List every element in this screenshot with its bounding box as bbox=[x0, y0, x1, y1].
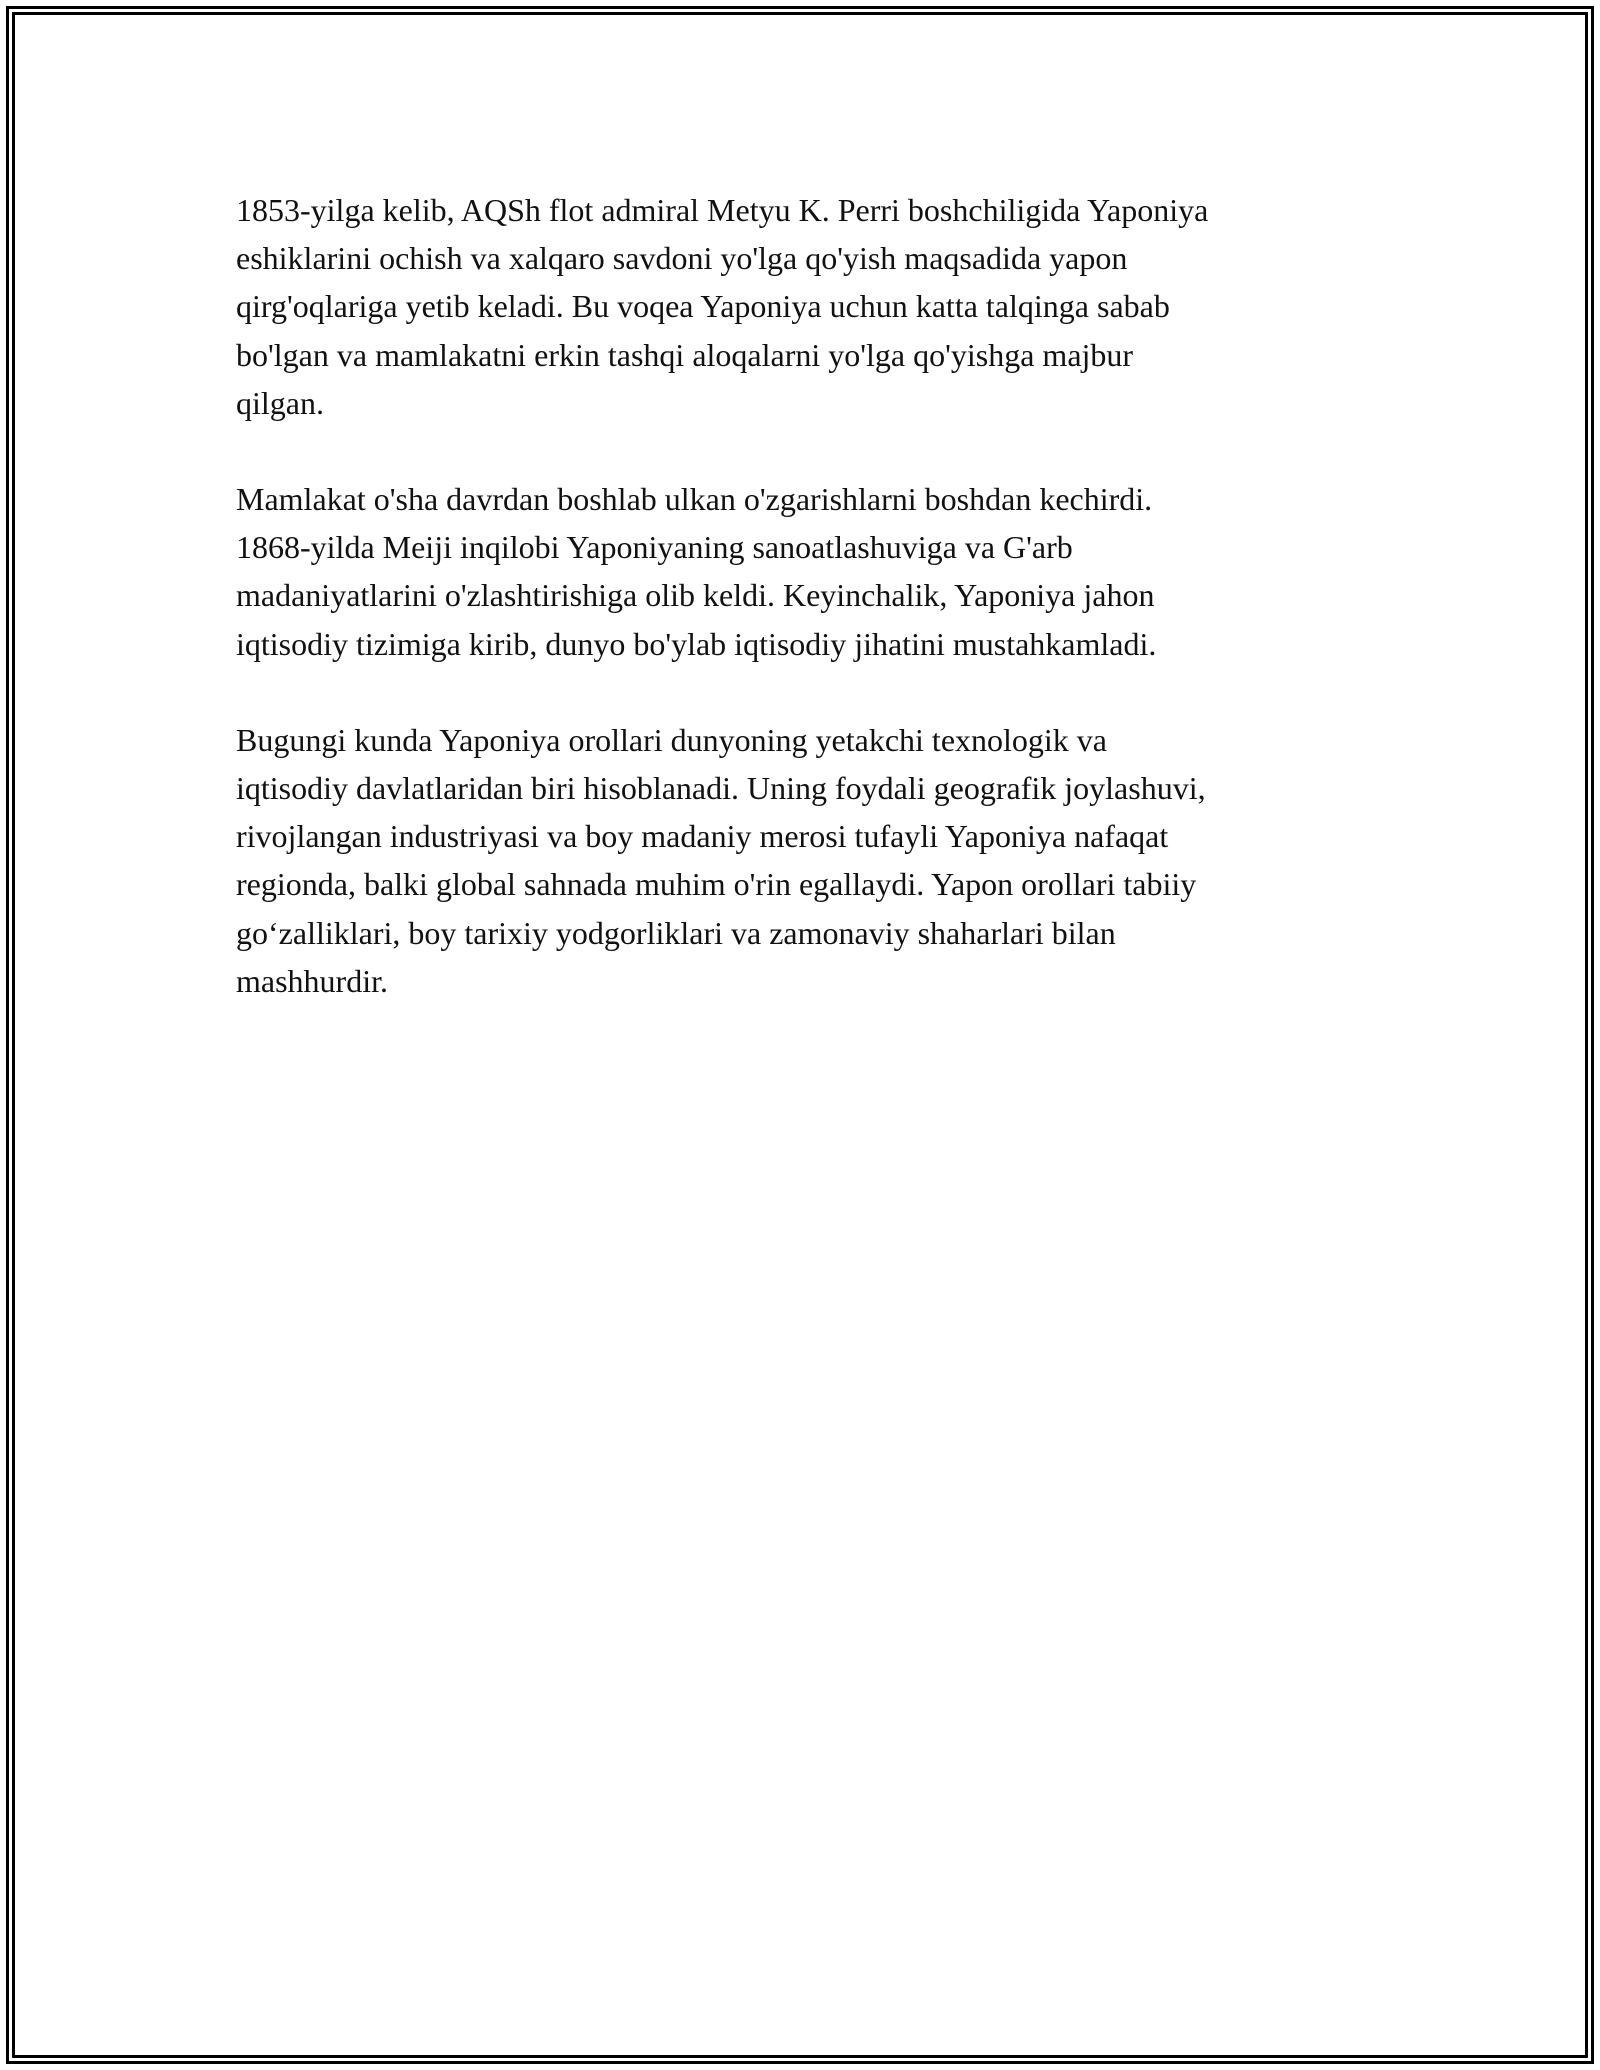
paragraph-perry-expedition: 1853-yilga kelib, AQSh flot admiral Metyu K. Perri boshchiligida Yaponiya eshiklarini ochish va xalqaro savdoni yo'lga qo'yish maqsadida yapon qirg'oqlariga yetib keladi. Bu voqea Yaponiya uchun katta talqinga sabab bo'lgan va mamlakatni erkin tashqi aloqalarni yo'lga qo'yishga majbur qilgan. bbox=[236, 192, 1209, 421]
paragraph-modern-japan: Bugungi kunda Yaponiya orollari dunyoning yetakchi texnologik va iqtisodiy davlatlaridan biri hisoblanadi. Uning foydali geografik joylashuvi, rivojlangan industriyasi va boy madaniy merosi tufayli Yaponiya nafaqat regionda, balki global sahnada muhim o'rin egallaydi. Yapon orollari tabiiy go‘zalliklari, boy tarixiy yodgorliklari va zamonaviy shaharlari bilan mashhurdir. bbox=[236, 721, 1206, 999]
paragraph-meiji-restoration: Mamlakat o'sha davrdan boshlab ulkan o'zgarishlarni boshdan kechirdi. 1868-yilda Meiji inqilobi Yaponiyaning sanoatlashuviga va G'arb madaniyatlarini o'zlashtirishiga olib keldi. Keyinchalik, Yaponiya jahon iqtisodiy tizimiga kirib, dunyo bo'ylab iqtisodiy jihatini mustahkamladi. bbox=[236, 481, 1157, 662]
document-body bbox=[236, 186, 1366, 1053]
